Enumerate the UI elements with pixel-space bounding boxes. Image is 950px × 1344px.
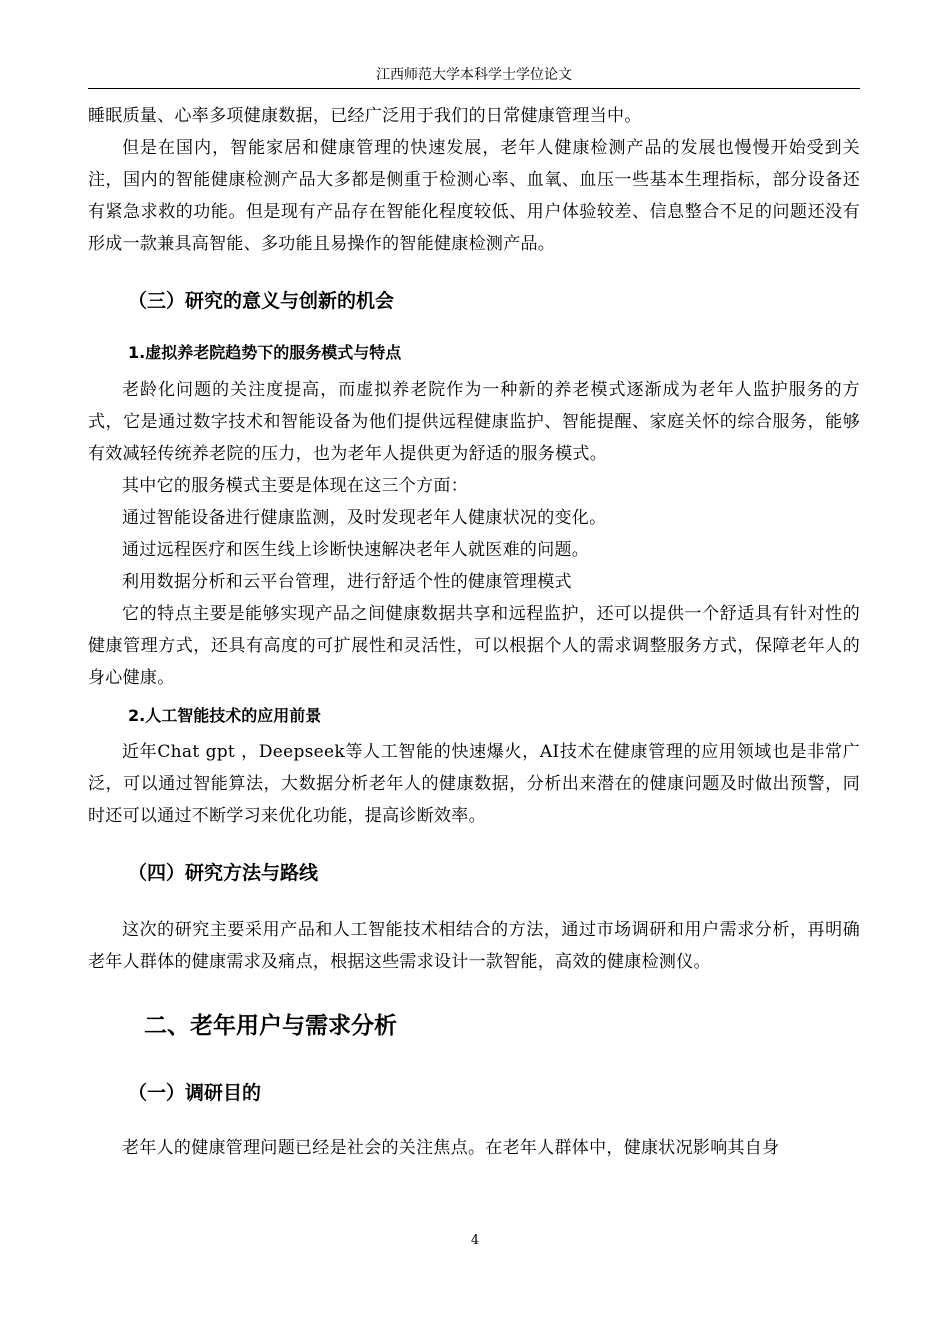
section-heading: （三）研究的意义与创新的机会 — [128, 290, 395, 312]
paragraph: 其中它的服务模式主要是体现在这三个方面： — [122, 476, 468, 496]
chapter-heading: 二、老年用户与需求分析 — [144, 1013, 397, 1039]
header-title: 江西师范大学本科学士学位论文 — [376, 67, 572, 83]
paragraph: 睡眠质量、心率多项健康数据，已经广泛用于我们的日常健康管理当中。 — [88, 106, 642, 126]
section-heading: （一）调研目的 — [128, 1082, 262, 1104]
paragraph: 但是在国内，智能家居和健康管理的快速发展，老年人健康检测产品的发展也慢慢开始受到关注，国内的智能健康检测产品大多都是侧重于检测心率、血氧、血压一些基本生理指标，部分设备还有紧急求救的功能。但是现有产品存在智能化程度较低、用户体验较差、信息整合不足的问题还没有形成一款兼具高智能、多功能且易操作的智能健康检测产品。 — [88, 138, 860, 254]
subsection-heading: 1.虚拟养老院趋势下的服务模式与特点 — [128, 343, 402, 362]
subsection-heading: 2.人工智能技术的应用前景 — [128, 706, 322, 725]
page-body — [88, 100, 860, 1164]
paragraph: 通过智能设备进行健康监测，及时发现老年人健康状况的变化。 — [122, 508, 607, 528]
paragraph: 通过远程医疗和医生线上诊断快速解决老年人就医难的问题。 — [122, 540, 590, 560]
page-footer — [0, 1232, 950, 1250]
paragraph: 利用数据分析和云平台管理，进行舒适个性的健康管理模式 — [122, 572, 572, 592]
page-number: 4 — [470, 1233, 480, 1248]
paragraph: 它的特点主要是能够实现产品之间健康数据共享和远程监护，还可以提供一个舒适具有针对性的健康管理方式，还具有高度的可扩展性和灵活性，可以根据个人的需求调整服务方式，保障老年人的身心健康。 — [88, 604, 860, 688]
section-heading: （四）研究方法与路线 — [128, 862, 319, 884]
paragraph: 这次的研究主要采用产品和人工智能技术相结合的方法，通过市场调研和用户需求分析，再明确老年人群体的健康需求及痛点，根据这些需求设计一款智能，高效的健康检测仪。 — [88, 920, 860, 972]
paragraph: 老龄化问题的关注度提高，而虚拟养老院作为一种新的养老模式逐渐成为老年人监护服务的方式，它是通过数字技术和智能设备为他们提供远程健康监护、智能提醒、家庭关怀的综合服务，能够有效减轻传统养老院的压力，也为老年人提供更为舒适的服务模式。 — [88, 380, 860, 464]
running-header — [88, 64, 860, 89]
paragraph: 近年Chat gpt ，Deepseek等人工智能的快速爆火，AI技术在健康管理的应用领域也是非常广泛，可以通过智能算法，大数据分析老年人的健康数据，分析出来潜在的健康问题及时做出预警，同时还可以通过不断学习来优化功能，提高诊断效率。 — [88, 742, 860, 826]
paragraph: 老年人的健康管理问题已经是社会的关注焦点。在老年人群体中，健康状况影响其自身 — [122, 1138, 780, 1158]
